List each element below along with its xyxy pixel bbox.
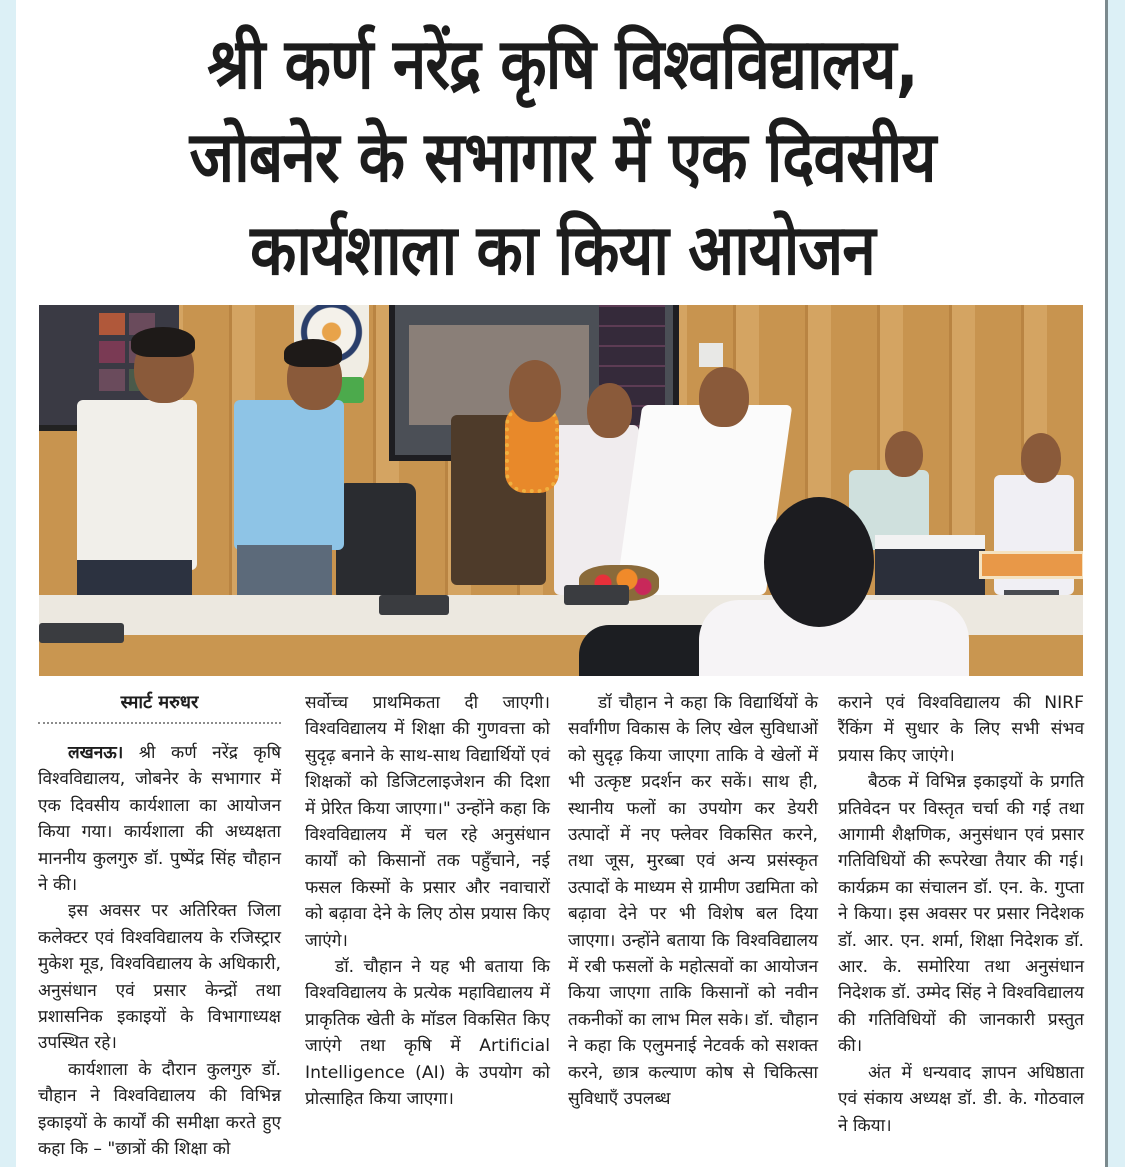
- paragraph: कार्यशाला के दौरान कुलगुरु डॉ. चौहान ने विश्वविद्यालय की विभिन्न इकाइयों के कार्यों की समीक्षा करते हुए कहा कि – "छात्रों की शिक्षा को: [38, 1059, 281, 1160]
- paragraph: अंत में धन्यवाद ज्ञापन अधिष्ठाता एवं संकाय अध्यक्ष डॉ. डी. के. गोठवाल ने किया।: [838, 1062, 1084, 1136]
- paragraph: डॉ. चौहान ने यह भी बताया कि विश्वविद्यालय के प्रत्येक महाविद्यालय में प्राकृतिक खेती के मॉडल विकसित किए जाएंगे तथा कृषि में Artificial Intelligence (AI) के उपयोग को प्रोत्साहित किया जाएगा।: [305, 957, 550, 1110]
- person-head: [509, 360, 561, 422]
- paragraph: कराने एवं विश्वविद्यालय की NIRF रैंकिंग में सुधार के लिए सभी संभव प्रयास किए जाएंगे।: [838, 693, 1084, 766]
- person-blue-shirt: [234, 400, 344, 550]
- paragraph: [38, 740, 281, 898]
- headline-line-2: जोबनेर के सभागार में एक दिवसीय: [189, 116, 936, 198]
- microphone-base: [564, 585, 629, 605]
- byline: स्मार्ट मरुधर: [120, 692, 199, 713]
- dateline: लखनऊ।: [68, 743, 124, 763]
- wall-speaker: [699, 343, 723, 367]
- microphone-base: [39, 623, 124, 643]
- person-white-shirt: [77, 400, 197, 570]
- paragraph: इस अवसर पर अतिरिक्त जिला कलेक्टर एवं विश्वविद्यालय के रजिस्ट्रार मुकेश मूड, विश्वविद्यालय के अधिकारी, अनुसंधान एवं प्रसार केन्द्रों तथा प्रशासनिक इकाइयों के विभागाध्यक्ष उपस्थित रहे।: [38, 901, 281, 1054]
- page-border-right: [1108, 0, 1125, 1167]
- paragraph-text: श्री कर्ण नरेंद्र कृषि विश्वविद्यालय, जोबनेर के सभागार में एक दिवसीय कार्यशाला का आयोजन किया गया। कार्यशाला की अध्यक्षता माननीय कुलगुरु डॉ. पुष्पेंद्र सिंह चौहान ने की।: [38, 743, 282, 896]
- headline: [96, 18, 1029, 297]
- person-head: [699, 367, 749, 427]
- person-head: [885, 431, 923, 477]
- paragraph: डॉ चौहान ने कहा कि विद्यार्थियों के सर्वांगीण विकास के लिए खेल सुविधाओं को सुदृढ़ किया जाएगा ताकि वे खेलों में भी उत्कृष्ट प्रदर्शन कर सकें। साथ ही, स्थानीय फलों का उपयोग कर डेयरी उत्पादों में नए फ्लेवर विकसित करने, तथा जूस, मुरब्बा एवं अन्य प्रसंस्कृत उत्पादों के माध्यम से ग्रामीण उद्यमिता को बढ़ावा देने पर भी विशेष बल दिया जाएगा। उन्होंने बताया कि विश्वविद्यालय में रबी फसलों के महोत्सवों का आयोजन किया जाएगा ताकि किसानों को नवीन तकनीकों का लाभ मिल सके। डॉ. चौहान ने कहा कि एलुमनाई नेटवर्क को सशक्त करने, छात्र कल्याण कोष से चिकित्सा सुविधाएँ उपलब्ध: [568, 693, 818, 1110]
- article-column-4: [838, 690, 1084, 1139]
- article-column-2: [305, 690, 550, 1113]
- person-hair: [284, 339, 342, 367]
- article-column-3: [568, 690, 818, 1113]
- paragraph: सर्वोच्च प्राथमिकता दी जाएगी। विश्वविद्यालय में शिक्षा की गुणवत्ता को सुदृढ़ बनाने के साथ-साथ विद्यार्थियों एवं शिक्षकों को डिजिटलाइजेशन की दिशा में प्रेरित किया जाएगा।" उन्होंने कहा कि विश्वविद्यालय में चल रहे अनुसंधान कार्यों को किसानों तक पहुँचाने, नई फसल किस्मों के प्रसार और नवाचारों को बढ़ावा देने के लिए ठोस प्रयास किए जाएंगे।: [305, 693, 550, 951]
- person-head: [587, 383, 632, 438]
- news-photo: [39, 305, 1083, 676]
- sweets-tray: [979, 551, 1083, 579]
- article-column-1: [38, 690, 281, 1163]
- microphone-base: [379, 595, 449, 615]
- person-head: [1021, 433, 1061, 483]
- headline-line-1: श्री कर्ण नरेंद्र कृषि विश्वविद्यालय,: [207, 23, 918, 105]
- byline-divider: [38, 722, 281, 724]
- page-border-left: [0, 0, 16, 1167]
- person-hair: [131, 327, 195, 357]
- paragraph: बैठक में विभिन्न इकाइयों के प्रगति प्रतिवेदन पर विस्तृत चर्चा की गई तथा आगामी शैक्षणिक, अनुसंधान एवं प्रसार गतिविधियों की रूपरेखा तैयार की गई। कार्यक्रम का संचालन डॉ. एन. के. गुप्ता ने किया। इस अवसर पर प्रसार निदेशक डॉ. आर. एन. शर्मा, शिक्षा निदेशक डॉ. आर. के. समोरिया तथा अनुसंधान निदेशक डॉ. उम्मेद सिंह ने विश्वविद्यालय की गतिविधियों की जानकारी प्रस्तुत की।: [838, 772, 1084, 1057]
- office-chair: [336, 483, 416, 603]
- headline-line-3: कार्यशाला का किया आयोजन: [250, 209, 875, 291]
- audience-member-head: [764, 497, 874, 627]
